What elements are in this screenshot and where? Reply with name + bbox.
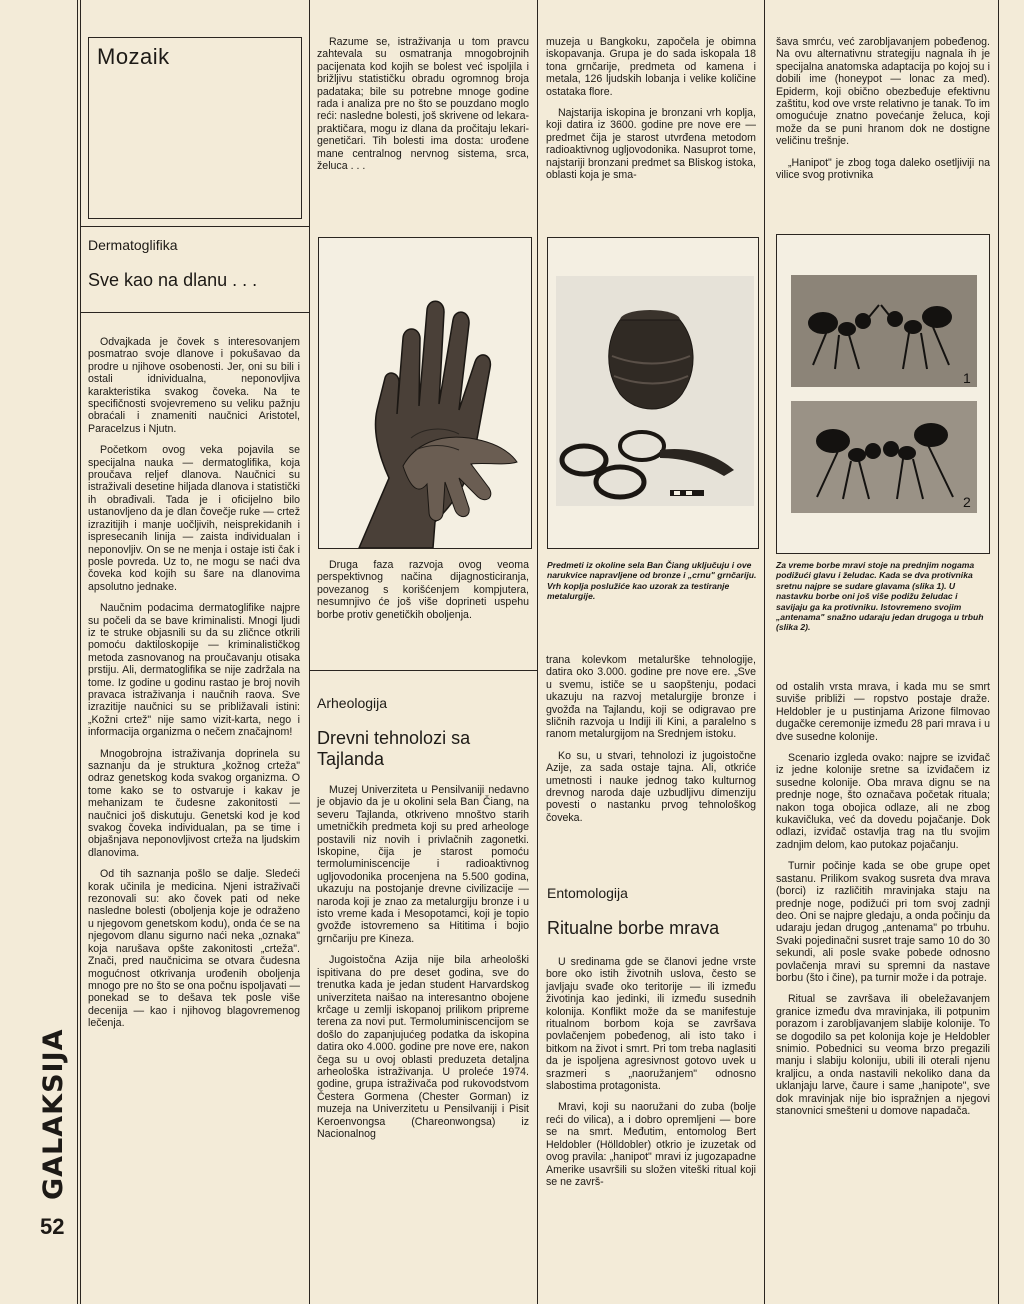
paragraph: muzeja u Bangkoku, započela je obimna iskopavanja. Grupa je do sada iskopala 18 tona grnčarije, predmeta od kamena i metala, 126 ljudskih lobanja i velike količine ostataka flore. (546, 36, 756, 98)
paragraph: Scenario izgleda ovako: najpre se izviđač iz jedne kolonije sretne sa izviđačem iz susedne kolonije. Oba mrava dignu se na prednje noge, što označava početak rituala; nakon toga obojica odlaze, ali ne zbog kukavičluka, već da dovedu pojačanje. Dok odlazi, izviđač ostavlja trag na tlu svojim zadnjim delom, kao putokaz pojačanju. (776, 752, 990, 851)
paragraph: Mravi, koji su naoružani do zuba (bolje reći do vilica), a i dobro opremljeni — bore se na smrt. Međutim, entomolog Bert Heldobler (Hölldobler) otkrio je izuzetak od ovog pravila: „hanipot" mravi iz jugozapadne Amerike usavršili su složen viteški ritual koji se ne završ- (546, 1101, 756, 1188)
paragraph: trana kolevkom metalurške tehnologije, datira oko 3.000. godine pre nove ere. „Sve u svemu, ističe se u saopštenju, podaci ukazuju na razvoj metalurgije bronze i gvožđa na Tajlandu, koji se odigravao pre sličnih razvoja u Indiji ili Kini, a paralelno s ranom metalurgijom na Srednjem istoku. (546, 654, 756, 741)
hand-image (319, 238, 531, 548)
derm-column-2-top (317, 36, 529, 181)
column-rule (77, 0, 78, 1304)
paragraph: šava smrću, već zarobljavanjem pobeđenog. Na ovu alternativnu strategiju nagnala ih je specijalna anatomska adaptacija po kojoj su i dobili ime (honeypot — lonac za med). Epiderm, koji obično obezbeđuje efektivnu zaštitu, kod ove vrste relativno je tanak. To im omogućuje znatno povećanje želuca, koji može da se puni hranom dok ne dostigne veličinu trešnje. (776, 36, 990, 148)
paragraph: Turnir počinje kada se obe grupe opet sastanu. Prilikom svakog susreta dva mrava (borci) iz različitih mravinjaka staju na prednje noge, podižući pri tom svoj zadnji deo. Oni se najpre gledaju, a onda počinju da udaraju jedan drugog „antenama" po trbuhu. Svaki pojedinačni susret traje samo 10 do 30 sekundi, ali posle svake pobede odnosno povlačenja mravi su spremni da nastave borbu (što i čine), pa turnir može i da potraje. (776, 860, 990, 984)
paragraph: Jugoistočna Azija nije bila arheološki ispitivana do pre deset godina, sve do trenutka kada je jedan student Harvardskog univerziteta naišao na interesantno obojene krčage u zemlji iskopanoj prilikom pripreme terena za novi put. Termoluminiscencijom se došlo do zapanjujućeg podatka da iskopina datira oko 4.000. godine pre nove ere, nakon čega su u ovoj oblasti preduzeta detaljna arheološka istraživanja. U proleće 1974. godine, grupa istraživača pod rukovodstvom Čestera Gormena (Chester Gorman) iz muzeja na Univerzitetu u Pensilvaniji i Pisit Keroenvongsa (Chareonwongsa) iz Nacionalnog (317, 954, 529, 1140)
ants-photo (776, 234, 990, 554)
arh-column-2 (317, 784, 529, 1149)
section-title: Mozaik (97, 44, 170, 69)
paragraph: Odvajkada je čovek s interesovanjem posmatrao svoje dlanove i pokušavao da prodre u njihove osobenosti. Jer, oni su bili i ostali idnividualna, neponovljiva karakteristika svakog čoveka. Na te specifičnosti svojevremeno su veliku pažnju obraćali i znameniti naučnici Aristotel, Paracelzus i Njutn. (88, 336, 300, 435)
ento-kicker: Entomologija (547, 885, 628, 901)
derm-column-1 (88, 336, 300, 1039)
paragraph: Ritual se završava ili obeležavanjem granice između dva mravinjaka, ili potpunim porazom i zarobljavanjem slabije kolonije. To se dogodilo sa pet kolonija koje je Heldobler snimio. Pobednici su veoma brzo pregazili manju i slabiju koloniju, ubili ili oterali njenu kraljicu, a onda nastavili nekoliko dana da uklanjaju larve, čaure i same „hanipote", sve dok mravinjak nije bio ispražnjen a njegovi stanovnici smešteni u domove napadača. (776, 993, 990, 1117)
arh-headline: Drevni tehnolozi sa Tajlanda (317, 728, 471, 769)
arh-column-3-bottom (546, 654, 756, 833)
ento-column-3 (546, 956, 756, 1197)
paragraph: U sredinama gde se članovi jedne vrste bore oko istih životnih uslova, često se javljaju svađe oko teritorije — ili između životinja kao jedinki, ili između susednih kolonija. Konflikt može da se manifestuje ritualnom borbom koja se završava povlačenjem pobeđenog, ali isto tako i bitkom na život i smrt. Pri tom treba naglasiti da je ispoljena agresivnost gotovo uvek u srazmeri s „naoružanjem" odnosno slabostima protagonista. (546, 956, 756, 1093)
artifacts-image (548, 238, 758, 548)
magazine-brand: GALAKSIJA (38, 1028, 69, 1200)
paragraph: Druga faza razvoja ovog veoma perspektivnog načina dijagnosticiranja, povezanog s korišćenjem kompjutera, nesumnjivo će još više doprineti uspehu borbe protiv genetičkih oboljenja. (317, 559, 529, 621)
column-rule (998, 0, 999, 1304)
paragraph: Od tih saznanja pošlo se dalje. Sledeći korak učinila je medicina. Njeni istraživači rezonovali su: ako čovek pati od neke nasledne bolesti (oboljenja koje je odraženo u njegovom genetskom kodu), onda će se na njegovom dlanu sigurno naći neka „oznaka" koja narušava opšte zakonitosti „crteža". Znači, pred naučnicima se otvara čudesna mogućnost otkrivanja urođenih oboljenja mnogo pre no što se ona počnu ispoljavati — ponekad se to dešava tek posle više decenija — kao i njihovog blagovremenog lečenja. (88, 868, 301, 1030)
artifacts-photo (547, 237, 759, 549)
ento-headline: Ritualne borbe mrava (547, 918, 720, 938)
mozaik-box (88, 37, 302, 219)
page-number: 52 (40, 1214, 65, 1239)
arh-rule (309, 670, 537, 671)
column-rule (80, 0, 81, 1304)
derm-column-2-mid (317, 559, 529, 630)
arh-column-3-top (546, 36, 756, 190)
paragraph: od ostalih vrsta mrava, i kada mu se smrt suviše približi — ropstvo postaje draže. Heldobler je u pustinjama Arizone filmovao dugačke ceremonije između 28 pari mrava i u dve susedne kolonije. (776, 681, 990, 743)
paragraph: Najstarija iskopina je bronzani vrh koplja, koji datira iz 3600. godine pre nove ere — predmet čija je starost utvrđena metodom radioaktivnog ugljovodonika. Nasuprot tome, najstariji bronzani predmet sa Bliskog istoka, oblasti koja je sma- (546, 107, 756, 182)
derm-headline-rule (80, 312, 309, 313)
derm-header-rule (80, 226, 309, 227)
derm-headline: Sve kao na dlanu . . . (88, 270, 258, 290)
hand-photo (318, 237, 532, 549)
paragraph: Naučnim podacima dermatoglifike najpre su počeli da se bave kriminalisti. Mnogi ljudi iz te struke objasnili su da su zličnce otkrili pomoću daktiloskopije — kriminalističkog metoda zasnovanog na proučavanju otisaka prstiju. Ali, dermatoglifika se nije zadržala na tome. Iz godine u godinu rastao je broj novih pravaca istraživanja i naučnih raova. Sve izrazitije naučnici su se približavali istini: „Kožni crtež" nije samo vizit-karta, nego i informacija organizma o nečem značajnom! (88, 602, 300, 739)
figure-number-1: 1 (963, 370, 971, 386)
ants-image (777, 235, 989, 553)
ants-caption: Za vreme borbe mravi stoje na prednjim nogama podižući glavu i želudac. Kada se dva protivnika sretnu najpre se sudare glavama (slika 1). U nastavku borbe oni još više podižu želudac i savijaju ga ka protivniku. Istovremeno svojim „antenama" snažno udaraju jedan drugoga u trbuh (slika 2). (776, 560, 984, 633)
column-rule (309, 0, 310, 1304)
paragraph: Muzej Univerziteta u Pensilvaniji nedavno je objavio da je u okolini sela Ban Čiang, na severu Tajlanda, otkriveno mnoštvo starih umetničkih predmeta koji su pred arheologe postavili niz novih i privlačnih zagonetki. Iskopine, čija je starost pomoću termoluminiscencije i radioaktivnog ugljovodonika procenjena na 5.500 godina, ukazuju na postojanje drevne civilizacije — naroda koji je znao za metalurgiju bronze i u isto vreme kada i Mesopotamci, koji je topio gvožđe istovremeno sa Hititima i bojio grnčariju pre Kineza. (317, 784, 529, 945)
paragraph: Mnogobrojna istraživanja doprinela su saznanju da je struktura „kožnog crteža" odraz genetskog koda svakog organizma. O tome kako se to ostvaruje i kakav je mehanizam te čudesne zakonitosti — naučnici još diskutuju. Genetski kod je kod svakog čoveka individualan, pa se time i objašnjava neponovljivost crteža na ljudskim dlanovima. (88, 747, 300, 859)
ento-column-4-bottom (776, 681, 990, 1126)
ento-column-4-top (776, 36, 990, 190)
column-rule (537, 0, 538, 1304)
column-rule (764, 0, 765, 1304)
paragraph: „Hanipot" je zbog toga daleko osetljiviji na vilice svog protivnika (776, 156, 990, 182)
paragraph: Ko su, u stvari, tehnolozi iz jugoistočne Azije, za sada ostaje tajna. Ali, otkriće umetnosti i nauke jednog tako kulturnog drevnog naroda daje uzbudljivu dimenziju povesti o nastanku prvog tehnološkog čoveka. (546, 749, 756, 824)
derm-kicker: Dermatoglifika (88, 237, 178, 253)
artifacts-caption: Predmeti iz okoline sela Ban Čiang uključuju i ove narukvice napravljene od bronze i „crnu" grnčariju. Vrh koplja poslužiće kao uzorak za testiranje metalurgije. (547, 560, 757, 602)
paragraph: Razume se, istraživanja u tom pravcu zahtevala su osmatranja mnogobrojnih pacijenata kod kojih se bolest već ispoljila i brižljivu statističku obradu ogromnog broja padataka; bile su potrebne mnoge godine rada i analiza pre no što se pouzdano moglo reći: nasledne bolesti, još skrivene od lekara-praktičara, mogu iz dlana da pročitaju lekari-genetičari. Tih bolesti ima dosta: urođene mane centralnog nervnog sistema, srca, želuca . . . (317, 36, 529, 173)
paragraph: Početkom ovog veka pojavila se specijalna nauka — dermatoglifika, koja proučava reljef dlanova. Naučnici su istraživali desetine hiljada dlanova i statistički ih obrađivali. Tada je i oficijelno bilo ustanovljeno da je dlan čovečje ruke — crtež izrazitijih i manje uočljivih, neisprekidanih i ispresecanih linija — zaista individualan i neponovljiv. On se ne menja i ostaje isti čak i posle povreda. Uz to, ne mogu se naći dva čoveka kod kojih su šare na dlanovima apsolutno jednake. (88, 444, 300, 593)
arh-kicker: Arheologija (317, 695, 388, 711)
figure-number-2: 2 (963, 494, 971, 510)
